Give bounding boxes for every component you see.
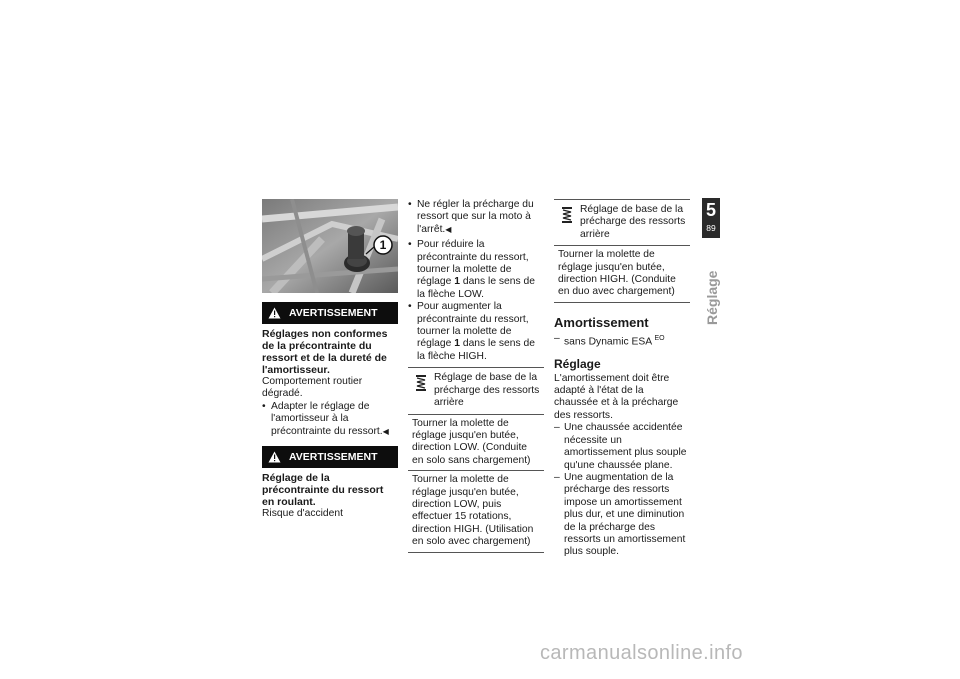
- spring-adjust-icon: [414, 374, 428, 392]
- warning-text: Comportement routier dégradé.: [262, 376, 363, 400]
- end-mark-icon: ◀: [445, 224, 452, 234]
- spec-box-row: Tourner la molette de réglage jusqu'en butée, direction LOW. (Conduite en solo sans chargement): [412, 417, 531, 466]
- warning-bullet-text: Adapter le réglage de l'amortisseur à la précontrainte du ressort.: [271, 400, 383, 437]
- rear-shock-photo: [262, 199, 398, 293]
- dash-item: – Une augmentation de la précharge des ressorts impose un amortissement plus dur, et une diminution de la précharge des ressorts un amortissement plus souple.: [554, 472, 690, 559]
- bullet-item: [408, 239, 544, 301]
- warning-bullet: [262, 401, 398, 438]
- bullet-text: Pour réduire la précontrainte du ressort, tourner la molette de réglage: [417, 239, 529, 288]
- column-3: [554, 199, 690, 559]
- watermark: carmanualsonline.info: [540, 642, 743, 664]
- spec-box-header: [408, 368, 544, 414]
- warning-bar-2: [262, 446, 398, 468]
- spec-box-title: Réglage de base de la précharge des ressorts arrière: [434, 372, 540, 409]
- column-2: [408, 199, 544, 553]
- column-1: [262, 302, 398, 520]
- callout-ref: 1: [454, 276, 460, 288]
- warning-title: Réglage de la précontrainte du ressort en roulant.: [262, 472, 384, 509]
- end-mark-icon: ◀: [382, 426, 389, 436]
- warning-bar-1: [262, 302, 398, 324]
- section-note-text: sans Dynamic ESA: [564, 336, 652, 348]
- spec-box-row: Tourner la molette de réglage jusqu'en butée, direction HIGH. (Conduite en duo avec chargement): [558, 249, 676, 298]
- section-side-text: Réglage: [704, 270, 720, 325]
- spec-box: [554, 199, 690, 303]
- body-text: L'amortissement doit être adapté à l'état de la chaussée et à la précharge des ressorts.: [554, 372, 679, 421]
- warning-label: AVERTISSEMENT: [289, 306, 378, 319]
- section-note: [554, 333, 690, 349]
- subsection-title: Réglage: [554, 356, 601, 371]
- section-side-label: [695, 247, 727, 327]
- warning-title: Réglages non conformes de la précontrainte du ressort et de la dureté de l'amortisseur.: [262, 328, 388, 376]
- spec-box-row: Tourner la molette de réglage jusqu'en butée, direction LOW, puis effectuer 15 rotations, direction HIGH. (Utilisation en solo avec chargement): [408, 470, 544, 551]
- warning-icon: [268, 307, 281, 319]
- spec-box-header: [554, 200, 690, 246]
- chapter-number: 5: [705, 200, 716, 220]
- shock-preload-image: [262, 199, 398, 293]
- page-number: 89: [706, 223, 716, 233]
- callout-1: 1: [379, 238, 387, 252]
- dash-item: – Une chaussée accidentée nécessite un amortissement plus souple qu'une chaussée plane.: [554, 422, 690, 472]
- bullet-text: dans le sens de la flèche HIGH.: [417, 338, 535, 362]
- bullet-item: [408, 199, 544, 236]
- spring-adjust-icon: [560, 206, 574, 224]
- warning-icon: [268, 451, 281, 463]
- section-title: Amortissement: [554, 314, 649, 330]
- spec-box-title: Réglage de base de la précharge des ressorts arrière: [580, 204, 686, 240]
- bullet-text: Pour augmenter la précontrainte du ressort, tourner la molette de réglage: [417, 301, 529, 350]
- warning-label: AVERTISSEMENT: [289, 450, 378, 463]
- option-superscript: EO: [654, 334, 665, 342]
- bullet-item: [408, 301, 544, 363]
- callout-ref: 1: [454, 338, 460, 350]
- bullet-text: Ne régler la précharge du ressort que sur la moto à l'arrêt.: [417, 199, 534, 235]
- bullet-text: dans le sens de la flèche LOW.: [417, 276, 535, 300]
- spec-box: [408, 367, 544, 552]
- warning-text: Risque d'accident: [262, 508, 343, 520]
